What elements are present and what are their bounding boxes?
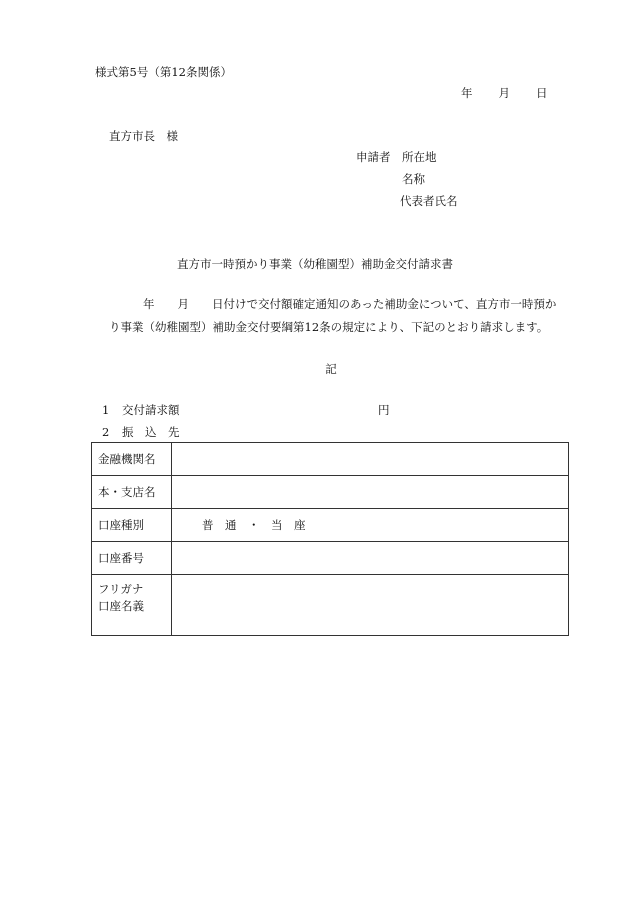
account-holder-label-cell	[92, 575, 172, 636]
table-row	[92, 542, 569, 575]
item-1-unit: 円	[378, 403, 390, 417]
item-2-label: 振 込 先	[122, 425, 180, 439]
account-number-label: 口座番号	[92, 542, 172, 575]
account-holder-label: 口座名義	[98, 599, 144, 613]
date-month: 月	[498, 86, 510, 100]
account-type-options[interactable]: 普 通 ・ 当 座	[172, 509, 569, 542]
table-row	[92, 509, 569, 542]
table-row	[92, 443, 569, 476]
account-number-field[interactable]	[172, 542, 569, 575]
date-year: 年	[461, 86, 473, 100]
addressee: 直方市長 様	[109, 129, 178, 143]
branch-name-label: 本・支店名	[92, 476, 172, 509]
document-title: 直方市一時預かり事業（幼稚園型）補助金交付請求書	[177, 257, 453, 271]
ki-heading: 記	[325, 362, 337, 376]
item-2-number: 2	[102, 425, 110, 439]
bank-account-table	[91, 442, 569, 636]
item-1-number: 1	[102, 403, 110, 417]
table-row	[92, 476, 569, 509]
applicant-label: 申請者	[356, 150, 391, 164]
bank-name-label: 金融機関名	[92, 443, 172, 476]
item-1-label: 交付請求額	[122, 403, 180, 417]
table-row	[92, 575, 569, 636]
date-line	[461, 88, 548, 100]
form-number: 様式第5号（第12条関係）	[95, 65, 232, 79]
body-text-line-2: り事業（幼稚園型）補助金交付要綱第12条の規定により、下記のとおり請求します。	[109, 320, 549, 334]
branch-name-field[interactable]	[172, 476, 569, 509]
account-holder-field[interactable]	[172, 575, 569, 636]
applicant-name-label: 名称	[402, 172, 425, 186]
date-day: 日	[536, 86, 548, 100]
body-text-line-1: 年 月 日付けで交付額確定通知のあった補助金について、直方市一時預か	[143, 297, 557, 311]
furigana-label: フリガナ	[98, 582, 144, 596]
bank-name-field[interactable]	[172, 443, 569, 476]
account-type-label: 口座種別	[92, 509, 172, 542]
applicant-representative-label: 代表者氏名	[400, 194, 458, 208]
applicant-address-label: 所在地	[402, 150, 437, 164]
